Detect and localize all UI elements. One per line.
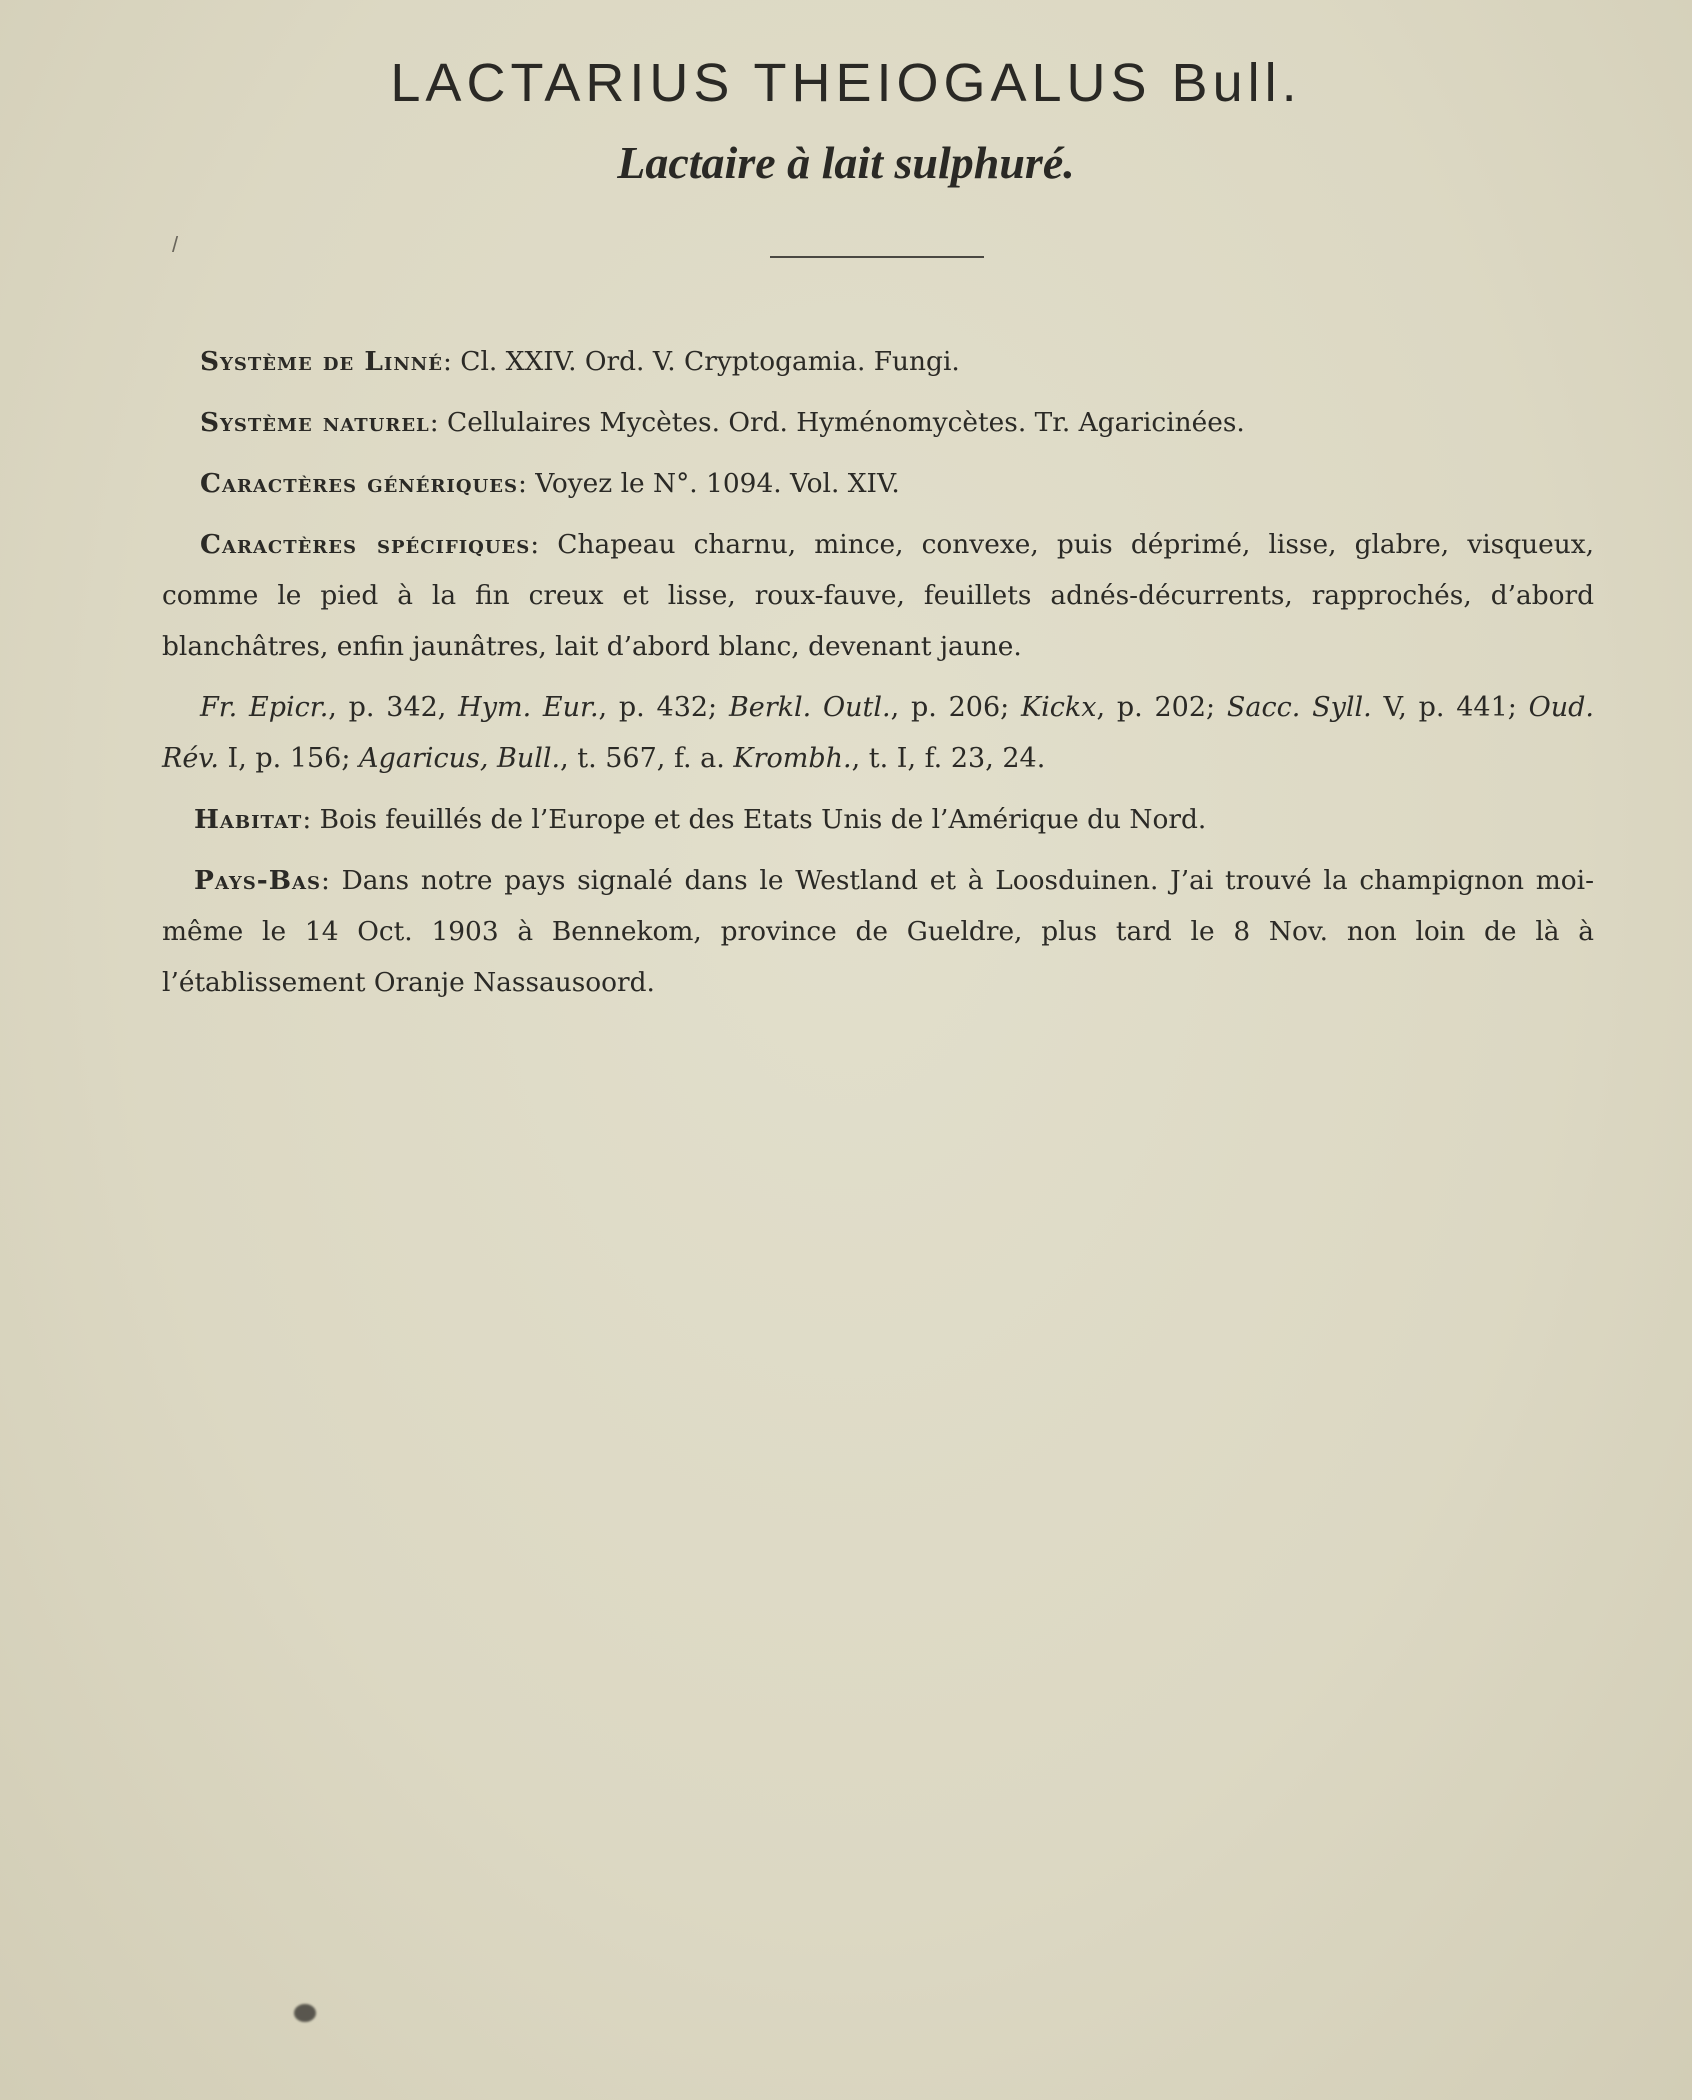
paragraph-label: Habitat xyxy=(194,804,303,835)
paragraph-generiques xyxy=(162,458,1594,509)
label-separator: : xyxy=(517,468,536,499)
document-body xyxy=(162,336,1594,1018)
reference-title: Krombh. xyxy=(733,743,852,774)
paragraph-specifiques xyxy=(162,519,1594,672)
paragraph-label: Système naturel xyxy=(200,407,430,438)
reference-title: Kickx xyxy=(1021,692,1097,723)
references-paragraph xyxy=(162,682,1594,784)
label-separator: : xyxy=(321,865,342,896)
reference-locator: , p. 206; xyxy=(890,692,1021,723)
reference-locator: V, p. 441; xyxy=(1371,692,1529,723)
paragraph-paysbas xyxy=(162,855,1594,1008)
title-divider xyxy=(770,256,984,258)
paragraph-text: Cl. XXIV. Ord. V. Cryptogamia. Fungi. xyxy=(460,346,960,377)
paragraph-naturel xyxy=(162,397,1594,448)
paragraph-linne xyxy=(162,336,1594,387)
reference-locator: , p. 432; xyxy=(598,692,729,723)
reference-title: Oud. Rév. xyxy=(162,692,1595,774)
paragraph-label: Pays-Bas xyxy=(194,865,321,896)
label-separator: : xyxy=(429,407,447,438)
paragraph-text: Dans notre pays signalé dans le Westland et à Loosduinen. J’ai trouvé la champignon moi-même le 14 Oct. 1903 à Bennekom, province de Gueldre, plus tard le 8 Nov. non loin de là à l’établissement Oranje Nassausoord. xyxy=(162,865,1595,998)
reference-title: Berkl. Outl. xyxy=(728,692,891,723)
reference-title: Hym. Eur. xyxy=(458,692,599,723)
reference-locator: , t. 567, f. a. xyxy=(560,743,734,774)
paragraph-text: Chapeau charnu, mince, convexe, puis déprimé, lisse, glabre, visqueux, comme le pied à la fin creux et lisse, roux-fauve, feuillets adnés-décurrents, rapprochés, d’abord blanchâtres, enfin jaunâtres, lait d’abord blanc, devenant jaune. xyxy=(162,529,1594,662)
reference-title: Fr. Epicr. xyxy=(200,692,329,723)
pencil-mark: / xyxy=(172,232,179,257)
reference-locator: I, p. 156; xyxy=(218,743,360,774)
reference-title: Agaricus, Bull. xyxy=(359,743,561,774)
paragraph-label: Système de Linné xyxy=(200,346,443,377)
reference-title: Sacc. Syll. xyxy=(1226,692,1372,723)
reference-locator: , p. 342, xyxy=(328,692,459,723)
label-separator: : xyxy=(442,346,461,377)
reference-locator: , p. 202; xyxy=(1096,692,1227,723)
paragraph-habitat xyxy=(162,794,1594,845)
paragraph-label: Caractères spécifiques xyxy=(200,529,531,560)
paragraph-text: Voyez le N°. 1094. Vol. XIV. xyxy=(535,468,900,499)
paragraph-text: Bois feuillés de l’Europe et des Etats Unis de l’Amérique du Nord. xyxy=(319,804,1207,835)
page-title: LACTARIUS THEIOGALUS Bull. xyxy=(390,53,1302,113)
reference-locator: , t. I, f. 23, 24. xyxy=(851,743,1046,774)
ink-spot xyxy=(294,2004,316,2022)
paragraph-text: Cellulaires Mycètes. Ord. Hyménomycètes. Tr. Agaricinées. xyxy=(447,407,1245,438)
page-subtitle: Lactaire à lait sulphuré. xyxy=(617,137,1075,188)
label-separator: : xyxy=(530,529,558,560)
label-separator: : xyxy=(302,804,320,835)
paragraph-label: Caractères génériques xyxy=(200,468,518,499)
